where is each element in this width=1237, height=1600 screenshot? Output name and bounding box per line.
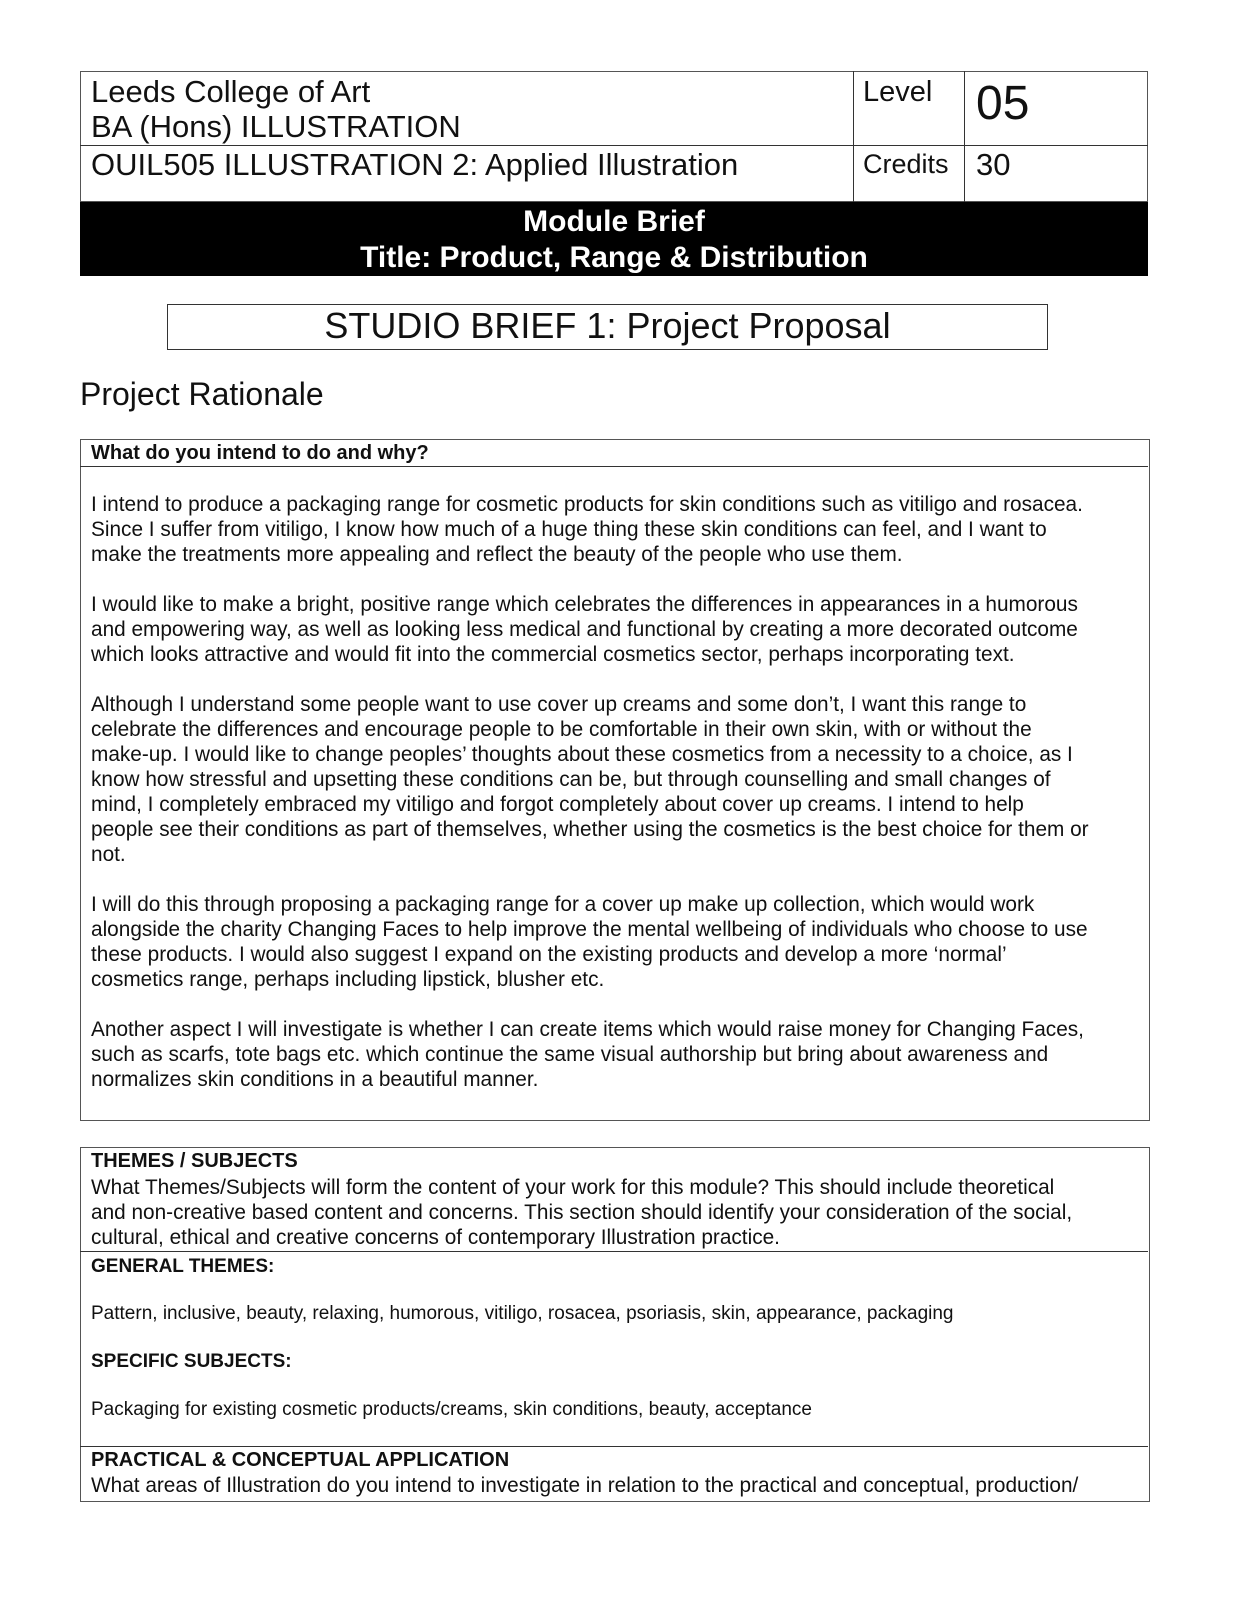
course-name: BA (Hons) ILLUSTRATION bbox=[91, 109, 461, 144]
credits-value: 30 bbox=[976, 147, 1011, 182]
college-name: Leeds College of Art bbox=[91, 74, 371, 109]
specific-subjects-label: SPECIFIC SUBJECTS: bbox=[91, 1351, 292, 1372]
general-themes-label: GENERAL THEMES: bbox=[91, 1256, 275, 1277]
level-label: Level bbox=[863, 76, 933, 108]
rationale-question: What do you intend to do and why? bbox=[91, 442, 429, 464]
header-divider-col1 bbox=[853, 71, 854, 202]
themes-divider bbox=[80, 1251, 1148, 1252]
general-themes-text: Pattern, inclusive, beauty, relaxing, humorous, vitiligo, rosacea, psoriasis, skin, appearance, packaging bbox=[91, 1303, 954, 1324]
banner-line-1: Module Brief bbox=[523, 205, 705, 238]
module-name: OUIL505 ILLUSTRATION 2: Applied Illustration bbox=[91, 147, 739, 182]
rationale-paragraph-3: Although I understand some people want to use cover up creams and some don’t, I want this range to celebrate the differences and encourage people to be comfortable in their own skin, with or without the make-up. I would like to change peoples’ thoughts about these cosmetics from a necessity to a choice, as I know how stressful and upsetting these conditions can be, but through counselling and small changes of mind, I completely embraced my vitiligo and forgot completely about cover up creams. I intend to help people see their conditions as part of themselves, whether using the cosmetics is the best choice for them or not. bbox=[91, 693, 1089, 866]
specific-subjects-text: Packaging for existing cosmetic products/creams, skin conditions, beauty, acceptance bbox=[91, 1399, 812, 1420]
themes-description: What Themes/Subjects will form the content of your work for this module? This should include theoretical and non-creative based content and concerns. This section should identify your consideration of the social, cultural, ethical and creative concerns of contemporary Illustration practice. bbox=[91, 1176, 1073, 1249]
header-divider-col2 bbox=[964, 71, 965, 202]
section-title: Project Rationale bbox=[80, 376, 324, 412]
rationale-paragraph-4: I will do this through proposing a packaging range for a cover up make up collection, which would work alongside the charity Changing Faces to help improve the mental wellbeing of individuals who choose to use these products. I would also suggest I expand on the existing products and develop a more ‘normal’ cosmetics range, perhaps including lipstick, blusher etc. bbox=[91, 893, 1088, 991]
rationale-question-divider bbox=[80, 466, 1148, 467]
practical-description: What areas of Illustration do you intend to investigate in relation to the practical and conceptual, production/ bbox=[91, 1474, 1079, 1497]
module-brief-banner bbox=[80, 202, 1148, 276]
header-divider-row bbox=[80, 145, 1148, 146]
credits-label: Credits bbox=[863, 149, 949, 179]
level-value: 05 bbox=[976, 77, 1030, 130]
banner-line-2: Title: Product, Range & Distribution bbox=[360, 241, 868, 274]
themes-heading: THEMES / SUBJECTS bbox=[91, 1150, 298, 1172]
rationale-paragraph-1: I intend to produce a packaging range for cosmetic products for skin conditions such as vitiligo and rosacea. Since I suffer from vitiligo, I know how much of a huge thing these skin conditions can feel, and I want to make the treatments more appealing and reflect the beauty of the people who use them. bbox=[91, 493, 1083, 566]
rationale-paragraph-5: Another aspect I will investigate is whether I can create items which would raise money for Changing Faces, such as scarfs, tote bags etc. which continue the same visual authorship but bring about awareness and normalizes skin conditions in a beautiful manner. bbox=[91, 1018, 1084, 1091]
studio-brief-title: STUDIO BRIEF 1: Project Proposal bbox=[167, 304, 1048, 350]
practical-divider bbox=[80, 1446, 1148, 1447]
rationale-paragraph-2: I would like to make a bright, positive range which celebrates the differences in appearances in a humorous and empowering way, as well as looking less medical and functional by creating a more decorated outcome which looks attractive and would fit into the commercial cosmetics sector, perhaps incorporating text. bbox=[91, 593, 1078, 666]
practical-heading: PRACTICAL & CONCEPTUAL APPLICATION bbox=[91, 1449, 510, 1471]
